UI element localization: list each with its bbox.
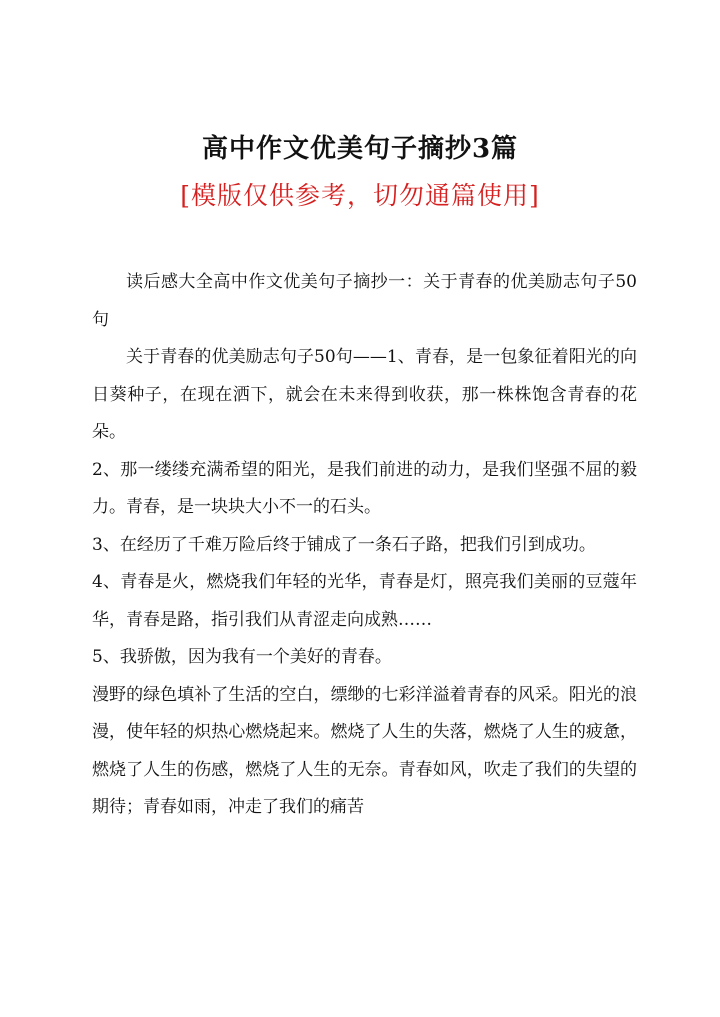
paragraph: 5、我骄傲，因为我有一个美好的青春。 — [92, 647, 392, 667]
paragraph: 2、那一缕缕充满希望的阳光，是我们前进的动力，是我们坚强不屈的毅力。青春，是一块块大小不一的石头。 — [92, 459, 637, 517]
document-body — [92, 264, 637, 827]
paragraph: 关于青春的优美励志句子50句——1、青春，是一包象征着阳光的向日葵种子，在现在洒下，就会在未来得到收获，那一株株饱含青春的花朵。 — [92, 347, 637, 442]
document-title: 高中作文优美句子摘抄3篇 — [201, 134, 519, 164]
paragraph: 3、在经历了千难万险后终于铺成了一条石子路，把我们引到成功。 — [92, 534, 596, 555]
paragraph: 漫野的绿色填补了生活的空白，缥缈的七彩洋溢着青春的风采。阳光的浪漫，使年轻的炽热心燃烧起来。燃烧了人生的失落，燃烧了人生的疲惫，燃烧了人生的伤感，燃烧了人生的无奈。青春如风，吹走了我们的失望的期待；青春如雨，冲走了我们的痛苦 — [92, 684, 637, 817]
paragraph: 4、青春是火，燃烧我们年轻的光华，青春是灯，照亮我们美丽的豆蔻年华，青春是路，指引我们从青涩走向成熟…… — [92, 572, 637, 630]
paragraph: 读后感大全高中作文优美句子摘抄一：关于青春的优美励志句子50句 — [92, 272, 637, 330]
template-notice: [模版仅供参考，切勿通篇使用] — [180, 181, 540, 210]
